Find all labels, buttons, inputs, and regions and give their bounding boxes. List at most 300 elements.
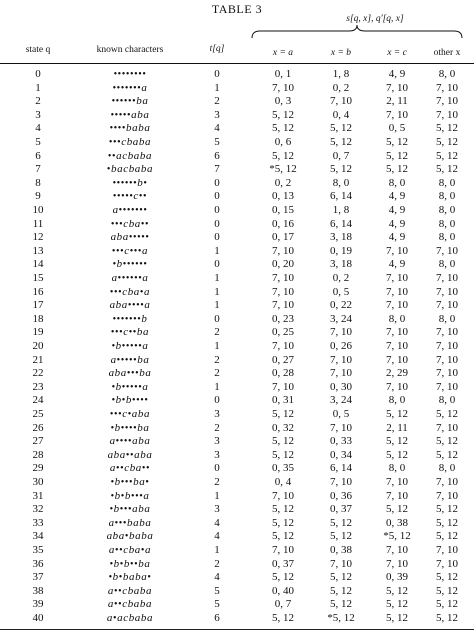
x-b-cell: 8, 0: [332, 176, 350, 189]
x-a-cell: 0, 37: [272, 557, 294, 570]
x-b-cell: 6, 14: [330, 217, 352, 230]
x-b-cell: 5, 12: [330, 136, 352, 148]
other-x-cell: 7, 10: [436, 489, 458, 502]
x-c-cell: 4, 9: [388, 258, 406, 271]
x-a-cell: 0, 6: [274, 136, 292, 148]
known-characters-cell: aba•baba: [106, 530, 154, 543]
x-a-cell: 0, 20: [272, 258, 294, 271]
other-x-cell: 5, 12: [436, 448, 458, 461]
x-c-cell: 5, 12: [386, 149, 408, 162]
state-cell: 10: [32, 204, 44, 216]
other-x-cell: 7, 10: [436, 340, 458, 352]
other-x-cell: 7, 10: [436, 557, 458, 570]
table-row: [0, 449, 474, 463]
known-characters-cell: a•acbaba: [106, 612, 154, 624]
x-c-cell: 7, 10: [386, 476, 408, 488]
other-x-cell: 5, 12: [436, 163, 458, 176]
x-c-cell: 8, 0: [388, 176, 406, 189]
t-cell: 1: [214, 299, 220, 312]
x-c-cell: 8, 0: [388, 394, 406, 407]
x-b-cell: 7, 10: [330, 353, 352, 366]
state-cell: 12: [32, 231, 44, 244]
x-a-cell: 5, 12: [272, 149, 294, 162]
state-cell: 22: [32, 367, 44, 380]
x-b-cell: *5, 12: [327, 612, 355, 624]
x-c-cell: 5, 12: [386, 584, 408, 597]
x-b-cell: 0, 2: [332, 272, 350, 284]
other-x-cell: 8, 0: [438, 231, 456, 244]
table-row: [0, 95, 474, 109]
x-b-cell: 0, 38: [330, 544, 352, 556]
x-a-cell: 7, 10: [272, 244, 294, 257]
x-equals-a-header: x = a: [272, 48, 294, 58]
x-a-cell: 0, 4: [274, 476, 292, 488]
x-equals-b-header: x = b: [330, 48, 352, 58]
known-characters-cell: •b•••aba: [109, 503, 151, 516]
state-cell: 6: [35, 149, 41, 162]
x-a-cell: 5, 12: [272, 530, 294, 543]
known-characters-cell: ••••baba: [109, 122, 151, 135]
table-row: [0, 422, 474, 436]
table-row: [0, 272, 474, 286]
t-cell: 3: [214, 108, 220, 121]
t-cell: 4: [214, 571, 220, 584]
other-x-cell: 5, 12: [436, 435, 458, 448]
x-a-cell: 5, 12: [272, 408, 294, 420]
x-a-cell: 5, 12: [272, 503, 294, 516]
table-row: [0, 490, 474, 504]
t-cell: 1: [214, 285, 220, 298]
x-c-cell: 5, 12: [386, 598, 408, 611]
x-c-cell: 5, 12: [386, 163, 408, 176]
x-b-cell: 0, 5: [332, 285, 350, 298]
x-b-cell: 3, 18: [330, 231, 352, 244]
state-cell: 1: [35, 81, 41, 94]
x-b-cell: 0, 26: [330, 340, 352, 352]
x-a-cell: 5, 12: [272, 108, 294, 121]
x-a-cell: 0, 17: [272, 231, 294, 244]
state-cell: 8: [35, 176, 41, 189]
t-cell: 1: [214, 340, 220, 352]
t-cell: 0: [214, 258, 220, 271]
known-characters-cell: •••••c••: [112, 190, 148, 203]
state-cell: 29: [32, 462, 44, 475]
state-cell: 0: [35, 68, 41, 80]
known-characters-cell: ••••••••: [113, 69, 147, 80]
x-b-cell: 0, 36: [330, 489, 352, 502]
known-characters-column-header: known characters: [96, 45, 164, 55]
known-characters-cell: •••c••ba: [110, 326, 150, 339]
t-cell: 0: [214, 394, 220, 407]
known-characters-cell: a••cba••: [109, 462, 151, 475]
x-c-cell: 2, 11: [386, 95, 408, 108]
known-characters-cell: •••••aba: [110, 108, 150, 121]
other-x-cell: 5, 12: [436, 584, 458, 597]
other-x-cell: 5, 12: [436, 571, 458, 584]
known-characters-cell: •••c•••a: [111, 244, 149, 257]
known-characters-cell: aba••aba: [107, 448, 153, 461]
known-characters-cell: aba•••ba: [108, 367, 152, 380]
x-b-cell: 3, 24: [330, 394, 352, 407]
x-b-cell: 5, 12: [330, 571, 352, 584]
known-characters-cell: ••••••ba: [111, 95, 149, 108]
x-b-cell: 0, 34: [330, 448, 352, 461]
x-b-cell: 3, 18: [330, 258, 352, 271]
x-b-cell: 0, 37: [330, 503, 352, 516]
x-c-cell: 5, 12: [386, 408, 408, 420]
known-characters-cell: a••••aba: [109, 435, 151, 448]
x-b-cell: 5, 12: [330, 163, 352, 176]
t-cell: 0: [214, 217, 220, 230]
t-cell: 0: [214, 176, 220, 189]
bottom-rule: [0, 629, 474, 630]
x-a-cell: 0, 1: [274, 68, 292, 80]
x-a-cell: 7, 10: [272, 544, 294, 556]
t-cell: 3: [214, 503, 220, 516]
x-c-cell: 4, 9: [388, 68, 406, 80]
x-b-cell: 1, 8: [332, 204, 350, 216]
x-a-cell: 5, 12: [272, 448, 294, 461]
state-cell: 13: [32, 244, 44, 257]
x-a-cell: 0, 2: [274, 176, 292, 189]
table-row: [0, 313, 474, 327]
t-cell: 2: [214, 367, 220, 380]
x-b-cell: 5, 12: [330, 598, 352, 611]
state-cell: 40: [32, 612, 44, 624]
state-cell: 30: [32, 476, 44, 488]
table-row: [0, 381, 474, 395]
known-characters-cell: •••••••b: [112, 312, 148, 325]
table-row: [0, 367, 474, 381]
table-title: TABLE 3: [211, 2, 263, 16]
x-a-cell: 7, 10: [272, 489, 294, 502]
table-row: [0, 218, 474, 232]
known-characters-cell: aba•••••: [110, 231, 150, 244]
table-row: [0, 204, 474, 218]
table-row: [0, 598, 474, 612]
x-c-cell: 7, 10: [386, 81, 408, 94]
state-cell: 4: [35, 122, 41, 135]
state-cell: 20: [32, 340, 44, 352]
state-cell: 39: [32, 598, 44, 611]
x-b-cell: 0, 2: [332, 81, 350, 94]
x-c-cell: 0, 39: [386, 571, 408, 584]
t-cell: 0: [214, 190, 220, 203]
x-b-cell: 0, 30: [330, 380, 352, 393]
t-cell: 6: [214, 149, 220, 162]
x-b-cell: 0, 5: [332, 408, 350, 420]
t-cell: 1: [214, 81, 220, 94]
table-row: [0, 68, 474, 82]
x-c-cell: 7, 10: [386, 489, 408, 502]
table-row: [0, 82, 474, 96]
known-characters-cell: aba••••a: [109, 299, 151, 312]
t-cell: 1: [214, 489, 220, 502]
state-cell: 19: [32, 326, 44, 339]
known-characters-cell: ••••••b•: [112, 176, 148, 189]
known-characters-cell: •bacbaba: [106, 163, 154, 176]
table-row: [0, 394, 474, 408]
x-c-cell: 7, 10: [386, 108, 408, 121]
t-cell: 5: [214, 136, 220, 148]
x-a-cell: *5, 12: [269, 163, 297, 176]
state-cell: 31: [32, 489, 44, 502]
t-cell: 6: [214, 612, 220, 624]
x-b-cell: 1, 8: [332, 68, 350, 80]
other-x-cell: 8, 0: [438, 176, 456, 189]
other-x-cell: 7, 10: [436, 81, 458, 94]
state-cell: 18: [32, 312, 44, 325]
known-characters-cell: a••cbaba: [107, 584, 153, 597]
x-c-cell: 4, 9: [388, 217, 406, 230]
other-x-cell: 5, 12: [436, 408, 458, 420]
x-b-cell: 7, 10: [330, 95, 352, 108]
t-cell: 5: [214, 584, 220, 597]
table-row: [0, 544, 474, 558]
other-x-cell: 7, 10: [436, 544, 458, 556]
brace-icon: [250, 24, 464, 40]
other-x-cell: 7, 10: [436, 421, 458, 434]
x-c-cell: 5, 12: [386, 503, 408, 516]
state-cell: 25: [32, 408, 44, 420]
state-cell: 16: [32, 285, 44, 298]
table-row: [0, 150, 474, 164]
x-c-cell: 8, 0: [388, 462, 406, 475]
state-cell: 24: [32, 394, 44, 407]
state-cell: 33: [32, 516, 44, 529]
x-c-cell: *5, 12: [383, 530, 411, 543]
table-row: [0, 462, 474, 476]
x-a-cell: 7, 10: [272, 340, 294, 352]
known-characters-cell: •b••••••: [112, 258, 148, 271]
state-cell: 9: [35, 190, 41, 203]
x-a-cell: 5, 12: [272, 612, 294, 624]
t-cell: 1: [214, 380, 220, 393]
state-cell: 3: [35, 108, 41, 121]
t-cell: 0: [214, 462, 220, 475]
other-x-cell: 7, 10: [436, 272, 458, 284]
other-x-cell: 8, 0: [438, 204, 456, 216]
t-cell: 3: [214, 435, 220, 448]
x-b-cell: 5, 12: [330, 516, 352, 529]
x-a-cell: 0, 16: [272, 217, 294, 230]
table-row: [0, 326, 474, 340]
t-cell: 2: [214, 476, 220, 488]
state-cell: 23: [32, 380, 44, 393]
table-row: [0, 408, 474, 422]
x-c-cell: 7, 10: [386, 544, 408, 556]
table-row: [0, 585, 474, 599]
known-characters-cell: •b•••ba•: [110, 476, 150, 488]
x-c-cell: 5, 12: [386, 435, 408, 448]
t-cell: 2: [214, 326, 220, 339]
state-cell: 35: [32, 544, 44, 556]
x-a-cell: 0, 35: [272, 462, 294, 475]
t-cell: 4: [214, 530, 220, 543]
state-cell: 38: [32, 584, 44, 597]
t-cell: 0: [214, 68, 220, 80]
known-characters-cell: •••cba•a: [109, 285, 151, 298]
other-x-cell: 7, 10: [436, 244, 458, 257]
x-a-cell: 0, 7: [274, 598, 292, 611]
t-cell: 2: [214, 353, 220, 366]
other-x-cell: 8, 0: [438, 394, 456, 407]
table-row: [0, 354, 474, 368]
x-a-cell: 7, 10: [272, 380, 294, 393]
known-characters-cell: a•••baba: [108, 516, 152, 529]
other-x-cell: 7, 10: [436, 95, 458, 108]
x-a-cell: 7, 10: [272, 81, 294, 94]
t-cell: 2: [214, 421, 220, 434]
x-b-cell: 7, 10: [330, 476, 352, 488]
x-b-cell: 0, 7: [332, 149, 350, 162]
state-cell: 2: [35, 95, 41, 108]
x-c-cell: 7, 10: [386, 272, 408, 284]
x-a-cell: 0, 23: [272, 312, 294, 325]
known-characters-cell: •b••••ba: [110, 421, 150, 434]
state-cell: 7: [35, 163, 41, 176]
table-row: [0, 258, 474, 272]
x-c-cell: 7, 10: [386, 380, 408, 393]
x-a-cell: 7, 10: [272, 272, 294, 284]
x-b-cell: 0, 19: [330, 244, 352, 257]
x-a-cell: 0, 27: [272, 353, 294, 366]
state-cell: 17: [32, 299, 44, 312]
other-x-cell: 8, 0: [438, 462, 456, 475]
state-cell: 37: [32, 571, 44, 584]
t-cell: 7: [214, 163, 220, 176]
x-b-cell: 5, 12: [330, 530, 352, 543]
state-cell: 34: [32, 530, 44, 543]
x-a-cell: 5, 12: [272, 435, 294, 448]
table-row: [0, 530, 474, 544]
table-row: [0, 299, 474, 313]
x-a-cell: 7, 10: [272, 299, 294, 312]
other-x-cell: 7, 10: [436, 108, 458, 121]
x-equals-c-header: x = c: [387, 48, 407, 58]
table-row: [0, 231, 474, 245]
other-x-cell: 5, 12: [436, 516, 458, 529]
x-b-cell: 6, 14: [330, 462, 352, 475]
known-characters-cell: ••acbaba: [107, 149, 153, 162]
other-x-cell: 5, 12: [436, 503, 458, 516]
known-characters-cell: •b•b••••: [111, 394, 149, 407]
header-rule: [0, 63, 474, 64]
table-row: [0, 340, 474, 354]
t-cell: 5: [214, 598, 220, 611]
x-c-cell: 2, 11: [386, 421, 408, 434]
x-b-cell: 0, 33: [330, 435, 352, 448]
state-cell: 28: [32, 448, 44, 461]
x-b-cell: 6, 14: [330, 190, 352, 203]
known-characters-cell: a••••••a: [111, 272, 149, 284]
x-a-cell: 0, 15: [272, 204, 294, 216]
x-c-cell: 7, 10: [386, 285, 408, 298]
x-c-cell: 2, 29: [386, 367, 408, 380]
other-x-cell: 7, 10: [436, 367, 458, 380]
x-c-cell: 4, 9: [388, 204, 406, 216]
t-column-header: t[q]: [209, 44, 225, 54]
state-cell: 32: [32, 503, 44, 516]
other-x-cell: 7, 10: [436, 476, 458, 488]
known-characters-cell: a•••••••: [112, 204, 148, 216]
x-c-cell: 5, 12: [386, 136, 408, 148]
other-x-cell: 8, 0: [438, 312, 456, 325]
state-cell: 21: [32, 353, 44, 366]
x-a-cell: 0, 3: [274, 95, 292, 108]
known-characters-cell: •b•baba•: [108, 571, 152, 584]
other-x-cell: 7, 10: [436, 380, 458, 393]
table-row: [0, 163, 474, 177]
x-a-cell: 0, 32: [272, 421, 294, 434]
table-row: [0, 190, 474, 204]
x-a-cell: 0, 25: [272, 326, 294, 339]
t-cell: 1: [214, 244, 220, 257]
x-c-cell: 4, 9: [388, 231, 406, 244]
known-characters-cell: a••cba•a: [108, 544, 152, 556]
t-cell: 1: [214, 272, 220, 284]
other-x-cell: 5, 12: [436, 530, 458, 543]
known-characters-cell: •••cba••: [110, 217, 150, 230]
x-c-cell: 7, 10: [386, 299, 408, 312]
other-x-cell: 7, 10: [436, 326, 458, 339]
t-cell: 0: [214, 312, 220, 325]
table-row: [0, 517, 474, 531]
state-cell: 11: [32, 217, 44, 230]
x-c-cell: 0, 38: [386, 516, 408, 529]
x-c-cell: 5, 12: [386, 612, 408, 624]
table-row: [0, 109, 474, 123]
known-characters-cell: •••cbaba: [108, 136, 152, 148]
x-c-cell: 0, 5: [388, 122, 406, 135]
t-cell: 4: [214, 122, 220, 135]
table-row: [0, 245, 474, 259]
table-row: [0, 558, 474, 572]
x-a-cell: 0, 31: [272, 394, 294, 407]
known-characters-cell: •b•b••ba: [109, 557, 151, 570]
table-row: [0, 503, 474, 517]
x-b-cell: 7, 10: [330, 421, 352, 434]
x-c-cell: 7, 10: [386, 557, 408, 570]
known-characters-cell: •••c•aba: [109, 408, 151, 420]
x-a-cell: 7, 10: [272, 285, 294, 298]
t-cell: 3: [214, 448, 220, 461]
other-x-cell: 7, 10: [436, 299, 458, 312]
t-cell: 1: [214, 544, 220, 556]
other-x-cell: 5, 12: [436, 612, 458, 624]
x-b-cell: 0, 22: [330, 299, 352, 312]
t-cell: 4: [214, 516, 220, 529]
other-x-cell: 8, 0: [438, 217, 456, 230]
state-column-header: state q: [25, 45, 51, 55]
state-cell: 27: [32, 435, 44, 448]
x-c-cell: 7, 10: [386, 244, 408, 257]
other-x-cell: 8, 0: [438, 68, 456, 80]
other-x-cell: 7, 10: [436, 285, 458, 298]
other-x-cell: 5, 12: [436, 598, 458, 611]
x-b-cell: 0, 4: [332, 108, 350, 121]
x-b-cell: 5, 12: [330, 584, 352, 597]
other-x-cell: 8, 0: [438, 190, 456, 203]
t-cell: 2: [214, 557, 220, 570]
table-row: [0, 435, 474, 449]
other-x-header: other x: [433, 48, 461, 58]
x-c-cell: 8, 0: [388, 312, 406, 325]
column-group-header: s[q, x], q'[q, x]: [346, 14, 404, 24]
table-row: [0, 286, 474, 300]
state-cell: 14: [32, 258, 44, 271]
other-x-cell: 5, 12: [436, 149, 458, 162]
